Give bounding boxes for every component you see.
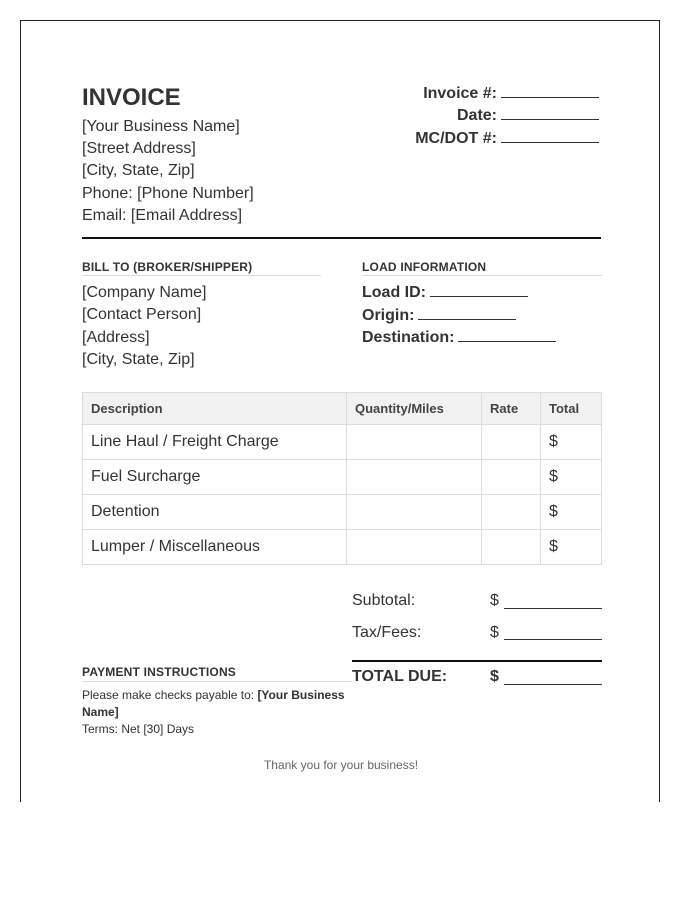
- table-header-row: [83, 393, 602, 425]
- business-street: [Street Address]: [82, 140, 196, 157]
- col-total-header: Total: [541, 393, 602, 425]
- row-quantity-cell[interactable]: [347, 530, 482, 565]
- payment-heading: PAYMENT INSTRUCTIONS: [82, 665, 237, 679]
- row-quantity-cell[interactable]: [347, 460, 482, 495]
- row-rate-cell[interactable]: [482, 495, 541, 530]
- total-due-currency: $: [490, 668, 499, 685]
- tax-fees-label: Tax/Fees:: [352, 624, 422, 641]
- date-label: Date:: [456, 107, 497, 124]
- origin-field[interactable]: [418, 305, 516, 320]
- row-total-cell[interactable]: $: [541, 425, 602, 460]
- total-due-field[interactable]: [504, 684, 602, 685]
- subtotal-label: Subtotal:: [352, 592, 416, 609]
- bill-to-contact: [Contact Person]: [82, 306, 202, 323]
- col-rate-header: Rate: [482, 393, 541, 425]
- date-row: [457, 105, 599, 125]
- tax-fees-field[interactable]: [504, 639, 602, 640]
- payment-payable-name: [Your Business Name]: [82, 688, 345, 719]
- load-id-label: Load ID:: [362, 284, 426, 301]
- invoice-number-field[interactable]: [501, 83, 599, 98]
- origin-row: [362, 305, 516, 327]
- invoice-page: [20, 20, 660, 802]
- invoice-number-row: [423, 83, 599, 103]
- row-rate-cell[interactable]: [482, 460, 541, 495]
- mcdot-label: MC/DOT #:: [415, 130, 497, 147]
- row-description: Detention: [83, 495, 347, 530]
- payment-underline: [82, 681, 352, 682]
- payment-payable-text: [82, 687, 362, 721]
- bill-to-heading: BILL TO (BROKER/SHIPPER): [82, 260, 253, 274]
- tax-fees-currency: $: [490, 624, 499, 641]
- thank-you-message: Thank you for your business!: [263, 758, 419, 772]
- row-description: Fuel Surcharge: [83, 460, 347, 495]
- header-divider: [82, 237, 601, 239]
- destination-row: [362, 327, 556, 349]
- invoice-number-label: Invoice #:: [423, 85, 497, 102]
- total-divider: [352, 660, 602, 662]
- row-quantity-cell[interactable]: [347, 425, 482, 460]
- row-total-cell[interactable]: $: [541, 495, 602, 530]
- load-info-underline: [362, 275, 602, 276]
- load-id-field[interactable]: [430, 282, 528, 297]
- invoice-title: INVOICE: [82, 84, 181, 111]
- mcdot-row: [415, 128, 599, 148]
- bill-to-address: [Address]: [82, 329, 150, 346]
- destination-label: Destination:: [362, 329, 455, 346]
- bill-to-company: [Company Name]: [82, 284, 207, 301]
- date-field[interactable]: [501, 105, 599, 120]
- row-rate-cell[interactable]: [482, 530, 541, 565]
- subtotal-field[interactable]: [504, 608, 602, 609]
- col-description-header: Description: [83, 393, 347, 425]
- table-row: [83, 460, 602, 495]
- subtotal-currency: $: [490, 592, 499, 609]
- load-id-row: [362, 282, 528, 304]
- payment-payable-prefix: Please make checks payable to:: [82, 688, 258, 702]
- total-due-label: TOTAL DUE:: [352, 668, 448, 685]
- business-city: [City, State, Zip]: [82, 162, 195, 179]
- bill-to-city: [City, State, Zip]: [82, 351, 195, 368]
- row-description: Line Haul / Freight Charge: [83, 425, 347, 460]
- table-row: [83, 425, 602, 460]
- row-rate-cell[interactable]: [482, 425, 541, 460]
- business-name: [Your Business Name]: [82, 118, 240, 135]
- table-row: [83, 530, 602, 565]
- row-description: Lumper / Miscellaneous: [83, 530, 347, 565]
- bill-to-underline: [82, 275, 321, 276]
- origin-label: Origin:: [362, 307, 415, 324]
- col-quantity-header: Quantity/Miles: [347, 393, 482, 425]
- payment-terms: Terms: Net [30] Days: [82, 722, 195, 736]
- load-info-heading: LOAD INFORMATION: [362, 260, 487, 274]
- table-row: [83, 495, 602, 530]
- mcdot-field[interactable]: [501, 128, 599, 143]
- destination-field[interactable]: [458, 327, 556, 342]
- row-total-cell[interactable]: $: [541, 530, 602, 565]
- business-email: Email: [Email Address]: [82, 207, 243, 224]
- row-total-cell[interactable]: $: [541, 460, 602, 495]
- business-phone: Phone: [Phone Number]: [82, 185, 254, 202]
- row-quantity-cell[interactable]: [347, 495, 482, 530]
- line-items-table: [82, 392, 602, 565]
